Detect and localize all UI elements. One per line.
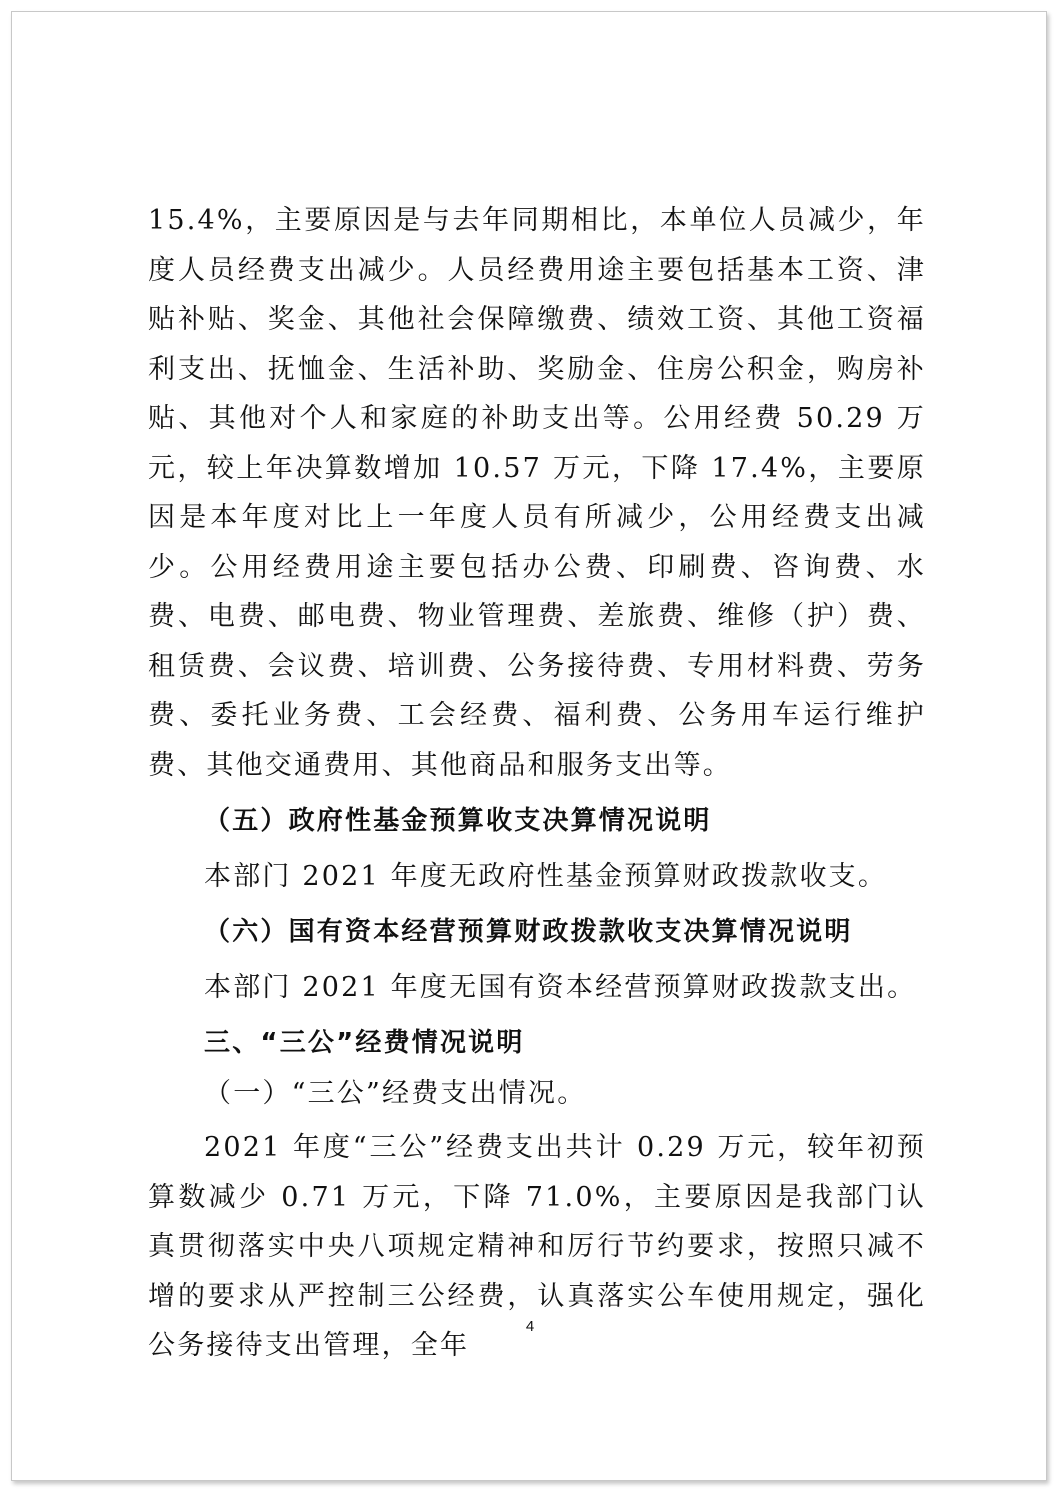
document-body bbox=[148, 196, 926, 1371]
paragraph-government-fund-budget: 本部门 2021 年度无政府性基金预算财政拨款收支。 bbox=[204, 860, 888, 892]
section-heading-state-capital-budget: （六）国有资本经营预算财政拨款收支决算情况说明 bbox=[204, 917, 853, 947]
section-heading-three-public-expenses: 三、“三公”经费情况说明 bbox=[204, 1028, 525, 1058]
subsection-heading-three-public-expenditure: （一）“三公”经费支出情况。 bbox=[204, 1077, 587, 1109]
paragraph-three-public-expenditure: 2021 年度“三公”经费支出共计 0.29 万元，较年初预算数减少 0.71 万元，下降 71.0%，主要原因是我部门认真贯彻落实中央八项规定精神和厉行节约要求，按照只减不增的要求从严控制三公经费，认真落实公车使用规定，强化公务接待支出管理，全年 bbox=[148, 1132, 926, 1361]
page-number: 4 bbox=[525, 1318, 535, 1335]
section-heading-government-fund-budget: （五）政府性基金预算收支决算情况说明 bbox=[204, 806, 712, 836]
paragraph-state-capital-budget: 本部门 2021 年度无国有资本经营预算财政拨款支出。 bbox=[204, 971, 917, 1003]
paragraph-personnel-and-public-expenses: 15.4%，主要原因是与去年同期相比，本单位人员减少，年度人员经费支出减少。人员经费用途主要包括基本工资、津贴补贴、奖金、其他社会保障缴费、绩效工资、其他工资福利支出、抚恤金、生活补助、奖励金、住房公积金，购房补贴、其他对个人和家庭的补助支出等。公用经费 50.29 万元，较上年决算数增加 10.57 万元，下降 17.4%，主要原因是本年度对比上一年度人员有所减少，公用经费支出减少。公用经费用途主要包括办公费、印刷费、咨询费、水费、电费、邮电费、物业管理费、差旅费、维修（护）费、租赁费、会议费、培训费、公务接待费、专用材料费、劳务费、委托业务费、工会经费、福利费、公务用车运行维护费、其他交通费用、其他商品和服务支出等。 bbox=[148, 205, 926, 781]
